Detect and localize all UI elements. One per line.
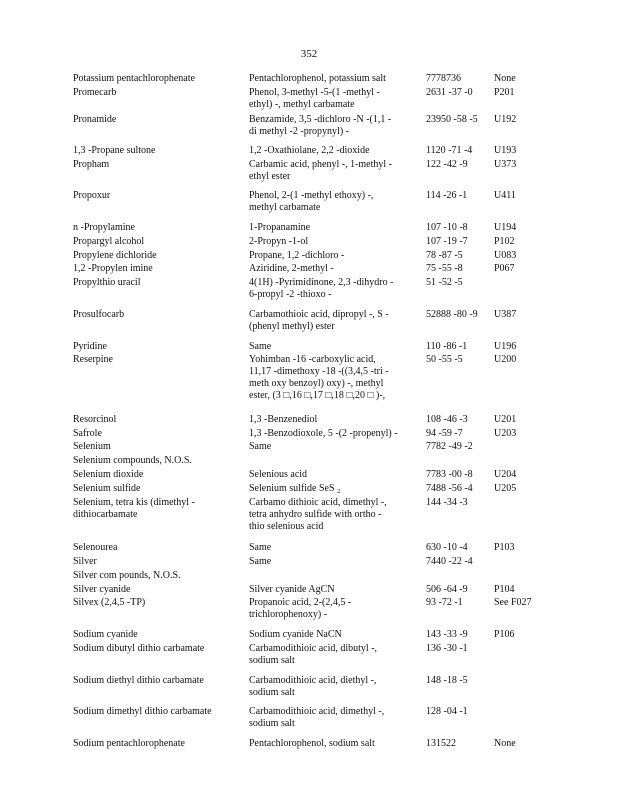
cas-number: 128 -04 -1: [426, 706, 468, 718]
substance-name-line: Pyridine: [73, 340, 107, 352]
chemical-abstracts-name: [249, 483, 421, 495]
chemical-name-line: ethyl ester: [249, 170, 291, 182]
chemical-name-line: Same: [249, 555, 272, 567]
substance-name: [73, 706, 243, 718]
cas-number: 50 -55 -5: [426, 354, 463, 366]
cas-number: 94 -59 -7: [426, 427, 463, 439]
hazardous-waste-code: U083: [494, 249, 517, 261]
substance-name-line: Sodium diethyl dithio carbamate: [73, 674, 204, 686]
chemical-name-line: sodium salt: [249, 654, 295, 666]
chemical-name-line: ester, (3 □,16 □,17 □,18 □,20 □ )-,: [249, 390, 386, 402]
substance-name-line: Propoxur: [73, 190, 111, 202]
table-row: [73, 250, 553, 264]
chemical-abstracts-name: [249, 250, 421, 262]
chemical-name-line: Propanoic acid, 2-(2,4,5 -: [249, 597, 352, 609]
substance-name: [73, 675, 243, 687]
chemical-name-line: Propane, 1,2 -dichloro -: [249, 249, 345, 261]
hazardous-waste-code: See F027: [494, 597, 532, 609]
substance-name-line: Sodium pentachlorophenate: [73, 738, 185, 750]
chemical-abstracts-name: [249, 73, 421, 85]
cas-number: 110 -86 -1: [426, 340, 468, 352]
substance-name: [73, 629, 243, 641]
cas-number: 51 -52 -5: [426, 277, 463, 289]
table-row: [73, 87, 553, 115]
chemical-abstracts-name: [249, 738, 421, 750]
hazardous-waste-code: U196: [494, 340, 517, 352]
chemical-abstracts-name: [249, 114, 421, 138]
cas-number: 122 -42 -9: [426, 158, 468, 170]
cas-number: 506 -64 -9: [426, 583, 468, 595]
hazardous-waste-code: P201: [494, 86, 515, 98]
substance-name: [73, 597, 243, 609]
table-row: [73, 455, 553, 469]
cas-number: 7440 -22 -4: [426, 555, 473, 567]
substance-name-line: Propham: [73, 158, 110, 170]
cas-number: 148 -18 -5: [426, 674, 468, 686]
substance-name-line: Prosulfocarb: [73, 308, 125, 320]
chemical-name-line: Benzamide, 3,5 -dichloro -N -(1,1 -: [249, 114, 392, 126]
cas-number: 2631 -37 -0: [426, 86, 473, 98]
table-row: [73, 190, 553, 222]
table-row: [73, 73, 553, 87]
chemical-name-line: 1,3 -Benzodioxole, 5 -(2 -propenyl) -: [249, 427, 398, 439]
substance-name: [73, 738, 243, 750]
substance-name-line: Propylthio uracil: [73, 277, 141, 289]
table-row: [73, 414, 553, 428]
hazardous-waste-code: None: [494, 738, 516, 750]
substance-name: [73, 87, 243, 99]
table-row: [73, 145, 553, 159]
hazardous-waste-code: U192: [494, 114, 517, 126]
chemical-table: [73, 73, 553, 752]
substance-name-line: Pronamide: [73, 114, 117, 126]
chemical-name-line: Carbamic acid, phenyl -, 1-methyl -: [249, 158, 393, 170]
hazardous-waste-code: P067: [494, 263, 515, 275]
chemical-name-line: sodium salt: [249, 686, 295, 698]
chemical-name-line: di methyl -2 -propynyl) -: [249, 126, 349, 138]
chemical-name-line: Selenium sulfide SeS ₂: [249, 482, 341, 494]
chemical-abstracts-name: [249, 190, 421, 214]
hazardous-waste-code: U411: [494, 190, 516, 202]
substance-name-line: Selenium: [73, 441, 111, 453]
substance-name: [73, 556, 243, 568]
chemical-name-line: Carbamodithioic acid, dibutyl -,: [249, 642, 378, 654]
table-row: [73, 738, 553, 752]
hazardous-waste-code: U203: [494, 427, 517, 439]
table-row: [73, 643, 553, 675]
chemical-name-line: Carbamodithioic acid, diethyl -,: [249, 674, 377, 686]
chemical-abstracts-name: [249, 675, 421, 699]
table-row: [73, 584, 553, 598]
chemical-name-line: Pentachlorophenol, sodium salt: [249, 738, 375, 750]
substance-name: [73, 497, 243, 521]
chemical-name-line: 2-Propyn -1-ol: [249, 235, 309, 247]
substance-name-line: Reserpine: [73, 354, 113, 366]
chemical-abstracts-name: [249, 597, 421, 621]
substance-name-line: Resorcinol: [73, 413, 117, 425]
hazardous-waste-code: P103: [494, 542, 515, 554]
hazardous-waste-code: U201: [494, 413, 517, 425]
chemical-abstracts-name: [249, 145, 421, 157]
table-row: [73, 309, 553, 341]
substance-name-line: 1,2 -Propylen imine: [73, 263, 153, 275]
cas-number: 7488 -56 -4: [426, 482, 473, 494]
cas-number: 7783 -00 -8: [426, 468, 473, 480]
chemical-abstracts-name: [249, 309, 421, 333]
chemical-name-line: 11,17 -dimethoxy -18 -((3,4,5 -tri -: [249, 366, 389, 378]
chemical-abstracts-name: [249, 556, 421, 568]
substance-name-line: Promecarb: [73, 86, 117, 98]
cas-number: 136 -30 -1: [426, 642, 468, 654]
chemical-abstracts-name: [249, 441, 421, 453]
chemical-name-line: ethyl) -, methyl carbamate: [249, 98, 355, 110]
cas-number: 107 -10 -8: [426, 222, 468, 234]
substance-name: [73, 441, 243, 453]
page-number: 352: [300, 48, 318, 60]
cas-number: 107 -19 -7: [426, 235, 468, 247]
chemical-name-line: 1,2 -Oxathiolane, 2,2 -dioxide: [249, 144, 370, 156]
substance-name-line: Silver cyanide: [73, 583, 131, 595]
chemical-name-line: (phenyl methyl) ester: [249, 320, 335, 332]
chemical-name-line: Same: [249, 340, 272, 352]
substance-name-line: Selenium dioxide: [73, 468, 144, 480]
chemical-abstracts-name: [249, 497, 421, 533]
table-row: [73, 556, 553, 570]
chemical-name-line: Silver cyanide AgCN: [249, 583, 335, 595]
substance-name: [73, 190, 243, 202]
chemical-name-line: Yohimban -16 -carboxylic acid,: [249, 354, 376, 366]
table-row: [73, 277, 553, 309]
substance-name-line: Propargyl alcohol: [73, 235, 145, 247]
chemical-abstracts-name: [249, 159, 421, 183]
chemical-name-line: trichlorophenoxy) -: [249, 609, 328, 621]
chemical-abstracts-name: [249, 706, 421, 730]
table-row: [73, 597, 553, 629]
chemical-name-line: Carbamo dithioic acid, dimethyl -,: [249, 496, 387, 508]
substance-name: [73, 570, 243, 582]
substance-name: [73, 341, 243, 353]
cas-number: 114 -26 -1: [426, 190, 468, 202]
table-row: [73, 675, 553, 707]
chemical-name-line: 6-propyl -2 -thioxo -: [249, 289, 332, 301]
substance-name: [73, 159, 243, 171]
chemical-abstracts-name: [249, 428, 421, 440]
substance-name-line: Silver com pounds, N.O.S.: [73, 569, 181, 581]
substance-name-line: Sodium cyanide: [73, 629, 138, 641]
substance-name: [73, 483, 243, 495]
chemical-name-line: Carbamodithioic acid, dimethyl -,: [249, 706, 385, 718]
cas-number: 1120 -71 -4: [426, 144, 473, 156]
chemical-name-line: Phenol, 2-(1 -methyl ethoxy) -,: [249, 190, 374, 202]
substance-name-line: n -Propylamine: [73, 222, 135, 234]
cas-number: 144 -34 -3: [426, 496, 468, 508]
table-row: [73, 497, 553, 543]
chemical-name-line: sodium salt: [249, 718, 295, 730]
chemical-name-line: Phenol, 3-methyl -5-(1 -methyl -: [249, 86, 380, 98]
substance-name: [73, 73, 243, 85]
cas-number: 23950 -58 -5: [426, 114, 478, 126]
substance-name: [73, 455, 243, 467]
substance-name: [73, 250, 243, 262]
hazardous-waste-code: U204: [494, 468, 517, 480]
table-row: [73, 441, 553, 455]
chemical-name-line: 1,3 -Benzenediol: [249, 413, 318, 425]
chemical-name-line: 1-Propanamine: [249, 222, 311, 234]
substance-name: [73, 584, 243, 596]
chemical-name-line: thio selenious acid: [249, 520, 324, 532]
hazardous-waste-code: U373: [494, 158, 517, 170]
table-row: [73, 428, 553, 442]
chemical-abstracts-name: [249, 236, 421, 248]
substance-name-line: Sodium dimethyl dithio carbamate: [73, 706, 212, 718]
substance-name-line: Selenium compounds, N.O.S.: [73, 455, 192, 467]
substance-name: [73, 277, 243, 289]
table-row: [73, 159, 553, 191]
substance-name: [73, 114, 243, 126]
substance-name: [73, 222, 243, 234]
chemical-abstracts-name: [249, 263, 421, 275]
table-row: [73, 114, 553, 144]
substance-name-line: Selenium, tetra kis (dimethyl -: [73, 496, 195, 508]
substance-name-line: Silvex (2,4,5 -TP): [73, 597, 146, 609]
substance-name: [73, 469, 243, 481]
hazardous-waste-code: U194: [494, 222, 517, 234]
table-row: [73, 542, 553, 556]
hazardous-waste-code: P104: [494, 583, 515, 595]
cas-number: 7782 -49 -2: [426, 441, 473, 453]
chemical-name-line: Pentachlorophenol, potassium salt: [249, 73, 386, 84]
substance-name: [73, 263, 243, 275]
chemical-name-line: Same: [249, 441, 272, 453]
table-row: [73, 263, 553, 277]
table-row: [73, 354, 553, 413]
cas-number: 75 -55 -8: [426, 263, 463, 275]
hazardous-waste-code: P106: [494, 629, 515, 641]
chemical-name-line: methyl carbamate: [249, 202, 321, 214]
hazardous-waste-code: P102: [494, 235, 515, 247]
table-row: [73, 341, 553, 355]
chemical-abstracts-name: [249, 341, 421, 353]
cas-number: 131522: [426, 738, 456, 750]
hazardous-waste-code: U387: [494, 308, 517, 320]
table-row: [73, 222, 553, 236]
substance-name: [73, 145, 243, 157]
cas-number: 78 -87 -5: [426, 249, 463, 261]
hazardous-waste-code: U200: [494, 354, 517, 366]
substance-name-line: 1,3 -Propane sultone: [73, 144, 156, 156]
substance-name: [73, 309, 243, 321]
chemical-name-line: tetra anhydro sulfide with ortho -: [249, 508, 382, 520]
cas-number: 52888 -80 -9: [426, 308, 478, 320]
table-row: [73, 469, 553, 483]
table-row: [73, 236, 553, 250]
chemical-abstracts-name: [249, 629, 421, 641]
substance-name: [73, 354, 243, 366]
chemical-name-line: meth oxy benzoyl) oxy) -, methyl: [249, 378, 384, 390]
substance-name-line: Safrole: [73, 427, 102, 439]
chemical-abstracts-name: [249, 222, 421, 234]
substance-name: [73, 236, 243, 248]
chemical-abstracts-name: [249, 277, 421, 301]
substance-name-line: Selenourea: [73, 542, 118, 554]
cas-number: 108 -46 -3: [426, 413, 468, 425]
chemical-name-line: Aziridine, 2-methyl -: [249, 263, 334, 275]
substance-name-line: Propylene dichloride: [73, 249, 157, 261]
cas-number: 7778736: [426, 73, 461, 84]
substance-name: [73, 643, 243, 655]
substance-name-line: dithiocarbamate: [73, 508, 138, 520]
hazardous-waste-code: U193: [494, 144, 517, 156]
chemical-name-line: Selenious acid: [249, 468, 308, 480]
chemical-name-line: Carbamothioic acid, dipropyl -, S -: [249, 308, 389, 320]
table-row: [73, 629, 553, 643]
substance-name-line: Potassium pentachlorophenate: [73, 73, 195, 84]
chemical-abstracts-name: [249, 584, 421, 596]
cas-number: 630 -10 -4: [426, 542, 468, 554]
substance-name-line: Sodium dibutyl dithio carbamate: [73, 642, 205, 654]
table-row: [73, 483, 553, 497]
table-row: [73, 706, 553, 738]
chemical-name-line: Same: [249, 542, 272, 554]
cas-number: 143 -33 -9: [426, 629, 468, 641]
chemical-abstracts-name: [249, 542, 421, 554]
substance-name: [73, 414, 243, 426]
chemical-abstracts-name: [249, 354, 421, 402]
chemical-name-line: 4(1H) -Pyrimidinone, 2,3 -dihydro -: [249, 277, 394, 289]
chemical-abstracts-name: [249, 87, 421, 111]
substance-name-line: Silver: [73, 555, 97, 567]
substance-name-line: Selenium sulfide: [73, 482, 141, 494]
hazardous-waste-code: U205: [494, 482, 517, 494]
chemical-abstracts-name: [249, 414, 421, 426]
chemical-abstracts-name: [249, 469, 421, 481]
hazardous-waste-code: None: [494, 73, 516, 84]
cas-number: 93 -72 -1: [426, 597, 463, 609]
substance-name: [73, 542, 243, 554]
chemical-name-line: Sodium cyanide NaCN: [249, 629, 342, 641]
chemical-abstracts-name: [249, 643, 421, 667]
table-row: [73, 570, 553, 584]
substance-name: [73, 428, 243, 440]
